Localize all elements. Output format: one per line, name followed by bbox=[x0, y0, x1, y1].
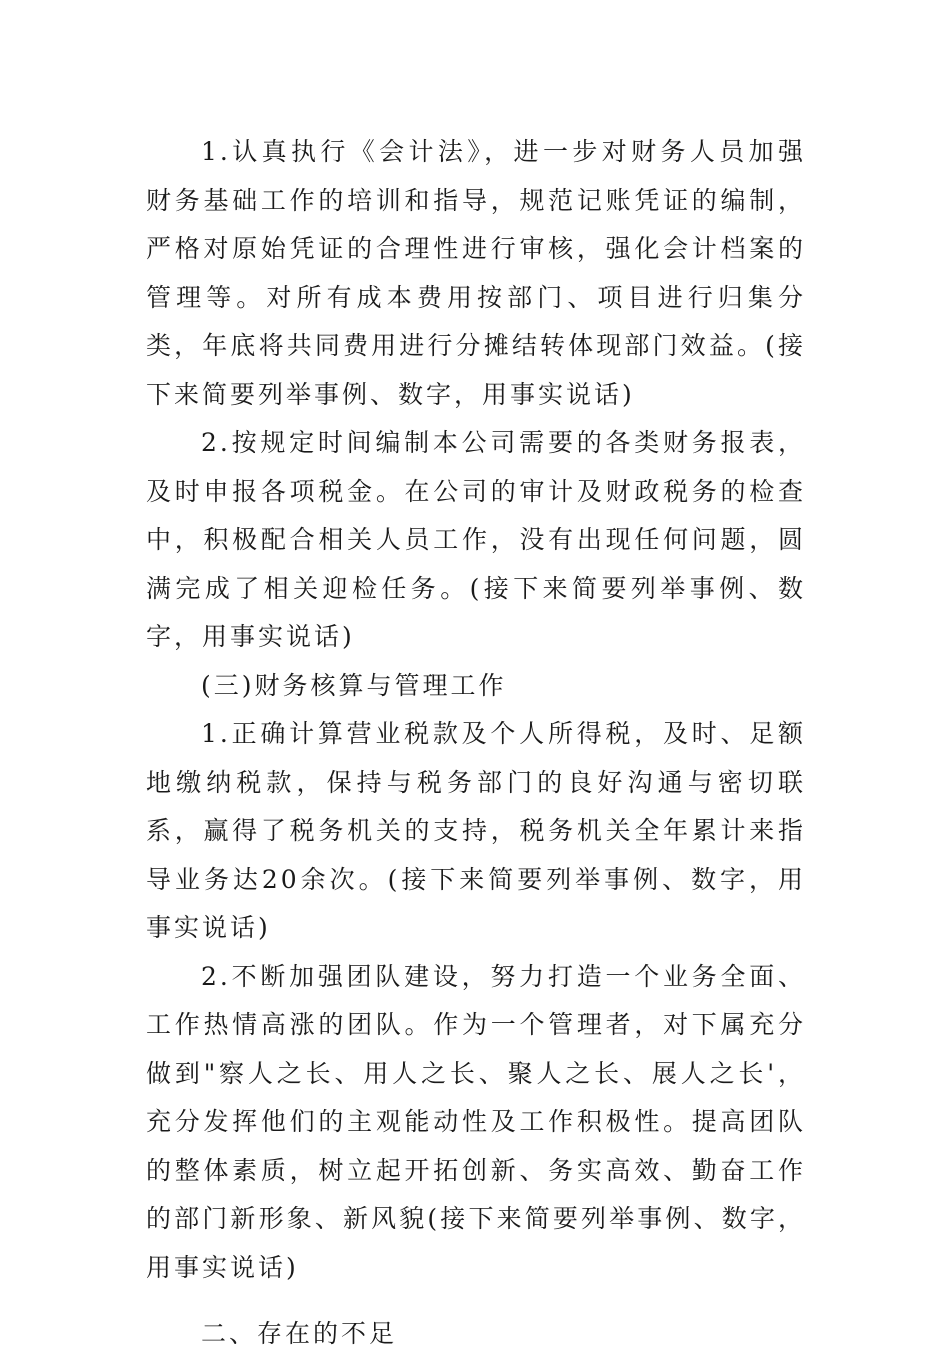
heading-financial-accounting: (三)财务核算与管理工作 bbox=[201, 670, 507, 700]
paragraph-team-building: 2.不断加强团队建设，努力打造一个业务全面、工作热情高涨的团队。作为一个管理者，对下属充分做到"察人之长、用人之长、聚人之长、展人之长'，充分发挥他们的主观能动性及工作积极性。提高团队的整体素质，树立起开拓创新、务实高效、勤奋工作的部门新形象、新风貌(接下来简要列举事例、数字，用事实说话) bbox=[146, 961, 806, 1282]
paragraph-accounting-law: 1.认真执行《会计法》，进一步对财务人员加强财务基础工作的培训和指导，规范记账凭证的编制，严格对原始凭证的合理性进行审核，强化会计档案的管理等。对所有成本费用按部门、项目进行归集分类，年底将共同费用进行分摊结转体现部门效益。(接下来简要列举事例、数字，用事实说话) bbox=[146, 137, 806, 409]
document-body bbox=[146, 128, 806, 1359]
heading-shortcomings: 二、存在的不足 bbox=[201, 1319, 398, 1348]
paragraph-tax-payment: 1.正确计算营业税款及个人所得税，及时、足额地缴纳税款，保持与税务部门的良好沟通与密切联系，赢得了税务机关的支持，税务机关全年累计来指导业务达20余次。(接下来简要列举事例、数字，用事实说话) bbox=[146, 719, 806, 942]
paragraph-financial-reports: 2.按规定时间编制本公司需要的各类财务报表，及时申报各项税金。在公司的审计及财政税务的检查中，积极配合相关人员工作，没有出现任何问题，圆满完成了相关迎检任务。(接下来简要列举事例、数字，用事实说话) bbox=[146, 428, 806, 651]
